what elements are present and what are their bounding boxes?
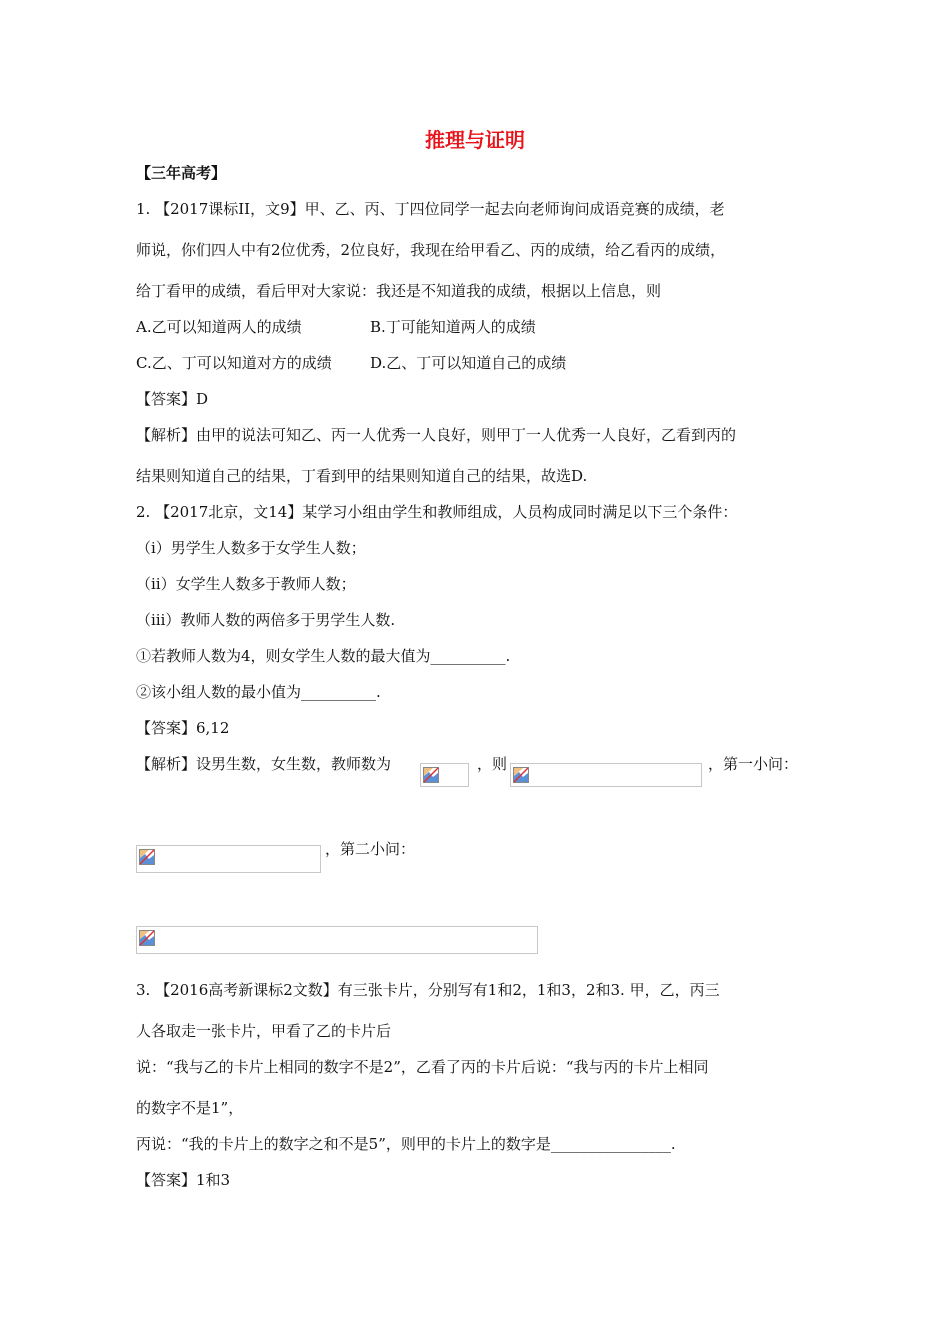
broken-image-icon (513, 767, 529, 783)
q1-analysis-2: 结果则知道自己的结果，丁看到甲的结果则知道自己的结果，故选D. (136, 467, 588, 485)
q2-answer: 【答案】6,12 (136, 719, 230, 737)
q3-answer: 【答案】1和3 (136, 1171, 231, 1189)
q1-line-2: 师说，你们四人中有2位优秀，2位良好，我现在给甲看乙、丙的成绩，给乙看丙的成绩， (136, 241, 726, 259)
q1-option-a: A.乙可以知道两人的成绩 (136, 318, 302, 336)
q1-option-c: C.乙、丁可以知道对方的成绩 (136, 354, 332, 372)
q2-line-1: 2. 【2017北京，文14】某学习小组由学生和教师组成，人员构成同时满足以下三个条件： (136, 503, 738, 521)
q3-line-5: 丙说：“我的卡片上的数字之和不是5”，则甲的卡片上的数字是________________. (136, 1135, 676, 1153)
q3-line-4: 的数字不是1”， (136, 1099, 244, 1117)
section-heading: 【三年高考】 (136, 164, 227, 182)
q2-analysis-part2: ，第二小问： (325, 840, 416, 858)
broken-image-icon (139, 930, 155, 946)
q1-line-1: 1. 【2017课标II，文9】甲、乙、丙、丁四位同学一起去向老师询问成语竞赛的成绩，老 (136, 200, 725, 218)
q3-line-3: 说：“我与乙的卡片上相同的数字不是2”，乙看了丙的卡片后说：“我与丙的卡片上相同 (136, 1058, 709, 1076)
q2-subquestion-2: ②该小组人数的最小值为__________. (136, 683, 381, 701)
formula-image (136, 926, 538, 954)
q3-line-1: 3. 【2016高考新课标2文数】有三张卡片，分别写有1和2，1和3，2和3. 甲，乙，丙三 (136, 981, 720, 999)
formula-image (136, 845, 321, 873)
q1-option-d: D.乙、丁可以知道自己的成绩 (370, 354, 567, 372)
q2-condition-1: （ⅰ）男学生人数多于女学生人数； (136, 539, 366, 557)
q3-line-2: 人各取走一张卡片，甲看了乙的卡片后 (136, 1022, 392, 1040)
broken-image-icon (139, 849, 155, 865)
broken-image-icon (423, 767, 439, 783)
formula-image (510, 763, 702, 787)
q2-subquestion-1: ①若教师人数为4，则女学生人数的最大值为__________. (136, 647, 511, 665)
q1-line-3: 给丁看甲的成绩，看后甲对大家说：我还是不知道我的成绩，根据以上信息，则 (136, 282, 662, 300)
q2-condition-3: （ⅲ）教师人数的两倍多于男学生人数. (136, 611, 396, 629)
q1-option-b: B.丁可能知道两人的成绩 (370, 318, 536, 336)
q2-analysis-part1: ，第一小问： (708, 755, 799, 773)
formula-image (420, 763, 469, 787)
q2-condition-2: （ⅱ）女学生人数多于教师人数； (136, 575, 356, 593)
page-title: 推理与证明 (425, 128, 525, 152)
q1-answer: 【答案】D (136, 390, 209, 408)
q1-analysis-1: 【解析】由甲的说法可知乙、丙一人优秀一人良好，则甲丁一人优秀一人良好，乙看到丙的 (136, 426, 737, 444)
q2-analysis-then: ，则 (477, 755, 508, 773)
q2-analysis-lead: 【解析】设男生数，女生数，教师数为 (136, 755, 392, 773)
